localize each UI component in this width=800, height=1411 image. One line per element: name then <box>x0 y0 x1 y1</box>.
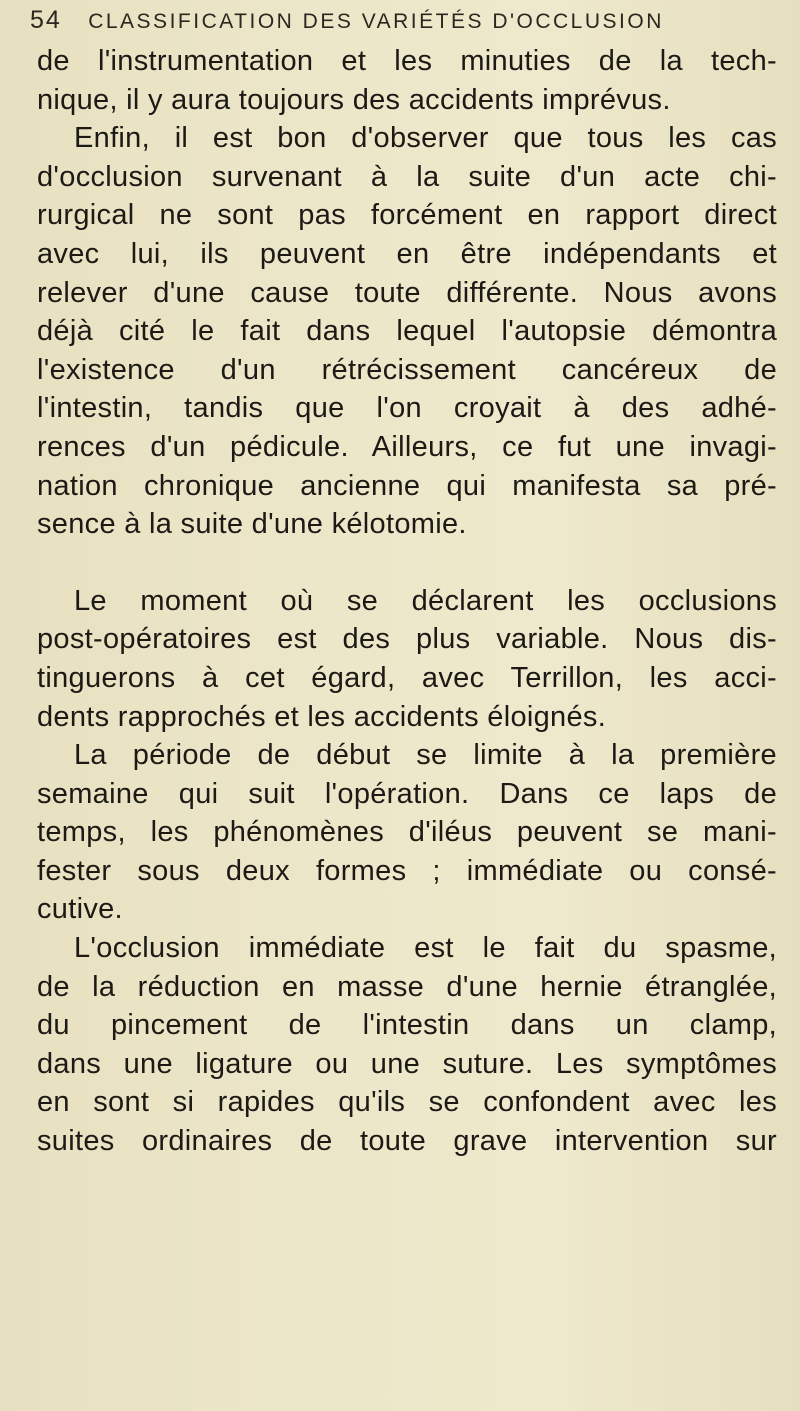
text-line: de l'instrumentation et les minuties de la tech- <box>37 45 777 77</box>
text-line: L'occlusion immédiate est le fait du spasme, <box>74 932 777 965</box>
text-line: La période de début se limite à la première <box>74 739 777 772</box>
paragraph-gap <box>37 544 777 582</box>
text-line: l'intestin, tandis que l'on croyait à des adhé- <box>37 392 777 425</box>
text-line: avec lui, ils peuvent en être indépendants et <box>37 237 777 270</box>
body-text <box>37 42 777 1161</box>
text-line: post-opératoires est des plus variable. Nous dis- <box>37 623 777 656</box>
text-line: nique, il y aura toujours des accidents imprévus. <box>37 83 671 116</box>
text-line: nation chronique ancienne qui manifesta sa pré- <box>37 469 777 502</box>
text-line: cutive. <box>37 893 123 926</box>
text-line: Le moment où se déclarent les occlusions <box>74 584 777 617</box>
text-line: Enfin, il est bon d'observer que tous les cas <box>74 122 777 155</box>
text-line: suites ordinaires de toute grave intervention sur <box>37 1125 777 1158</box>
text-line: déjà cité le fait dans lequel l'autopsie démontra <box>37 315 777 348</box>
running-head <box>30 6 664 35</box>
text-line: semaine qui suit l'opération. Dans ce laps de <box>37 777 777 810</box>
text-line: rurgical ne sont pas forcément en rapport direct <box>37 199 777 232</box>
text-line: l'existence d'un rétrécissement cancéreux de <box>37 353 777 386</box>
text-line: dents rapprochés et les accidents éloignés. <box>37 700 607 733</box>
running-title: CLASSIFICATION DES VARIÉTÉS D'OCCLUSION <box>88 10 664 33</box>
text-line: tinguerons à cet égard, avec Terrillon, les acci- <box>37 661 777 694</box>
text-line: de la réduction en masse d'une hernie étranglée, <box>37 970 777 1003</box>
text-line: d'occlusion survenant à la suite d'un acte chi- <box>37 160 777 193</box>
text-line: en sont si rapides qu'ils se confondent avec les <box>37 1086 777 1119</box>
text-line: du pincement de l'intestin dans un clamp, <box>37 1009 777 1042</box>
text-line: rences d'un pédicule. Ailleurs, ce fut une invagi- <box>37 430 777 463</box>
text-line: sence à la suite d'une kélotomie. <box>37 508 467 541</box>
text-line: relever d'une cause toute différente. Nous avons <box>37 276 777 309</box>
text-line: dans une ligature ou une suture. Les symptômes <box>37 1047 777 1080</box>
page-number: 54 <box>30 6 62 34</box>
text-line: fester sous deux formes ; immédiate ou consé- <box>37 854 777 887</box>
text-line: temps, les phénomènes d'iléus peuvent se mani- <box>37 816 777 849</box>
